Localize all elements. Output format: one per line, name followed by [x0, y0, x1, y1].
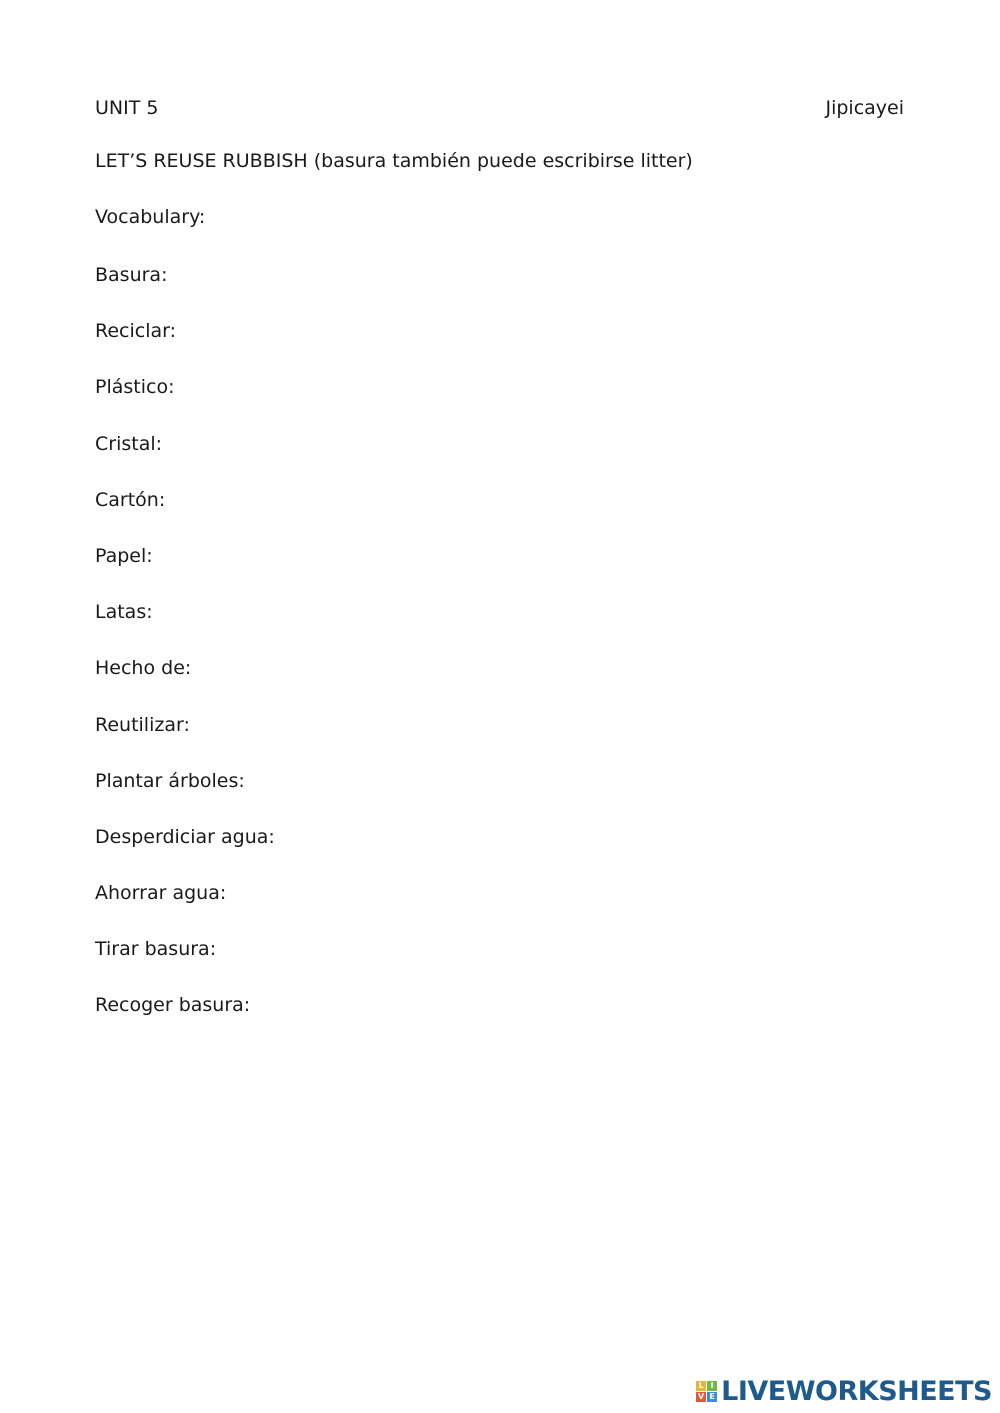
logo-mark-letter: I — [707, 1381, 717, 1391]
logo-mark-letter: E — [707, 1392, 717, 1402]
vocabulary-item: Cartón: — [95, 488, 166, 511]
vocabulary-item: Plantar árboles: — [95, 769, 245, 792]
header — [95, 97, 904, 123]
vocabulary-list — [95, 262, 275, 1049]
lesson-title: LET’S REUSE RUBBISH (basura también puede escribirse litter) — [95, 150, 693, 172]
liveworksheets-logo[interactable] — [696, 1376, 992, 1407]
vocabulary-heading: Vocabulary: — [95, 206, 206, 228]
vocabulary-item: Hecho de: — [95, 657, 192, 680]
vocabulary-item: Cristal: — [95, 432, 163, 455]
vocabulary-item: Recoger basura: — [95, 994, 251, 1017]
vocabulary-item: Reciclar: — [95, 320, 177, 343]
vocabulary-item: Tirar basura: — [95, 938, 217, 961]
logo-mark-letter: V — [698, 1392, 705, 1401]
vocabulary-item: Plástico: — [95, 376, 175, 399]
vocabulary-item: Papel: — [95, 544, 153, 567]
vocabulary-item: Reutilizar: — [95, 713, 190, 736]
logo-mark-icon — [696, 1381, 717, 1402]
unit-title: UNIT 5 — [95, 97, 159, 119]
vocabulary-item: Ahorrar agua: — [95, 882, 227, 905]
logo-mark-letter: L — [696, 1381, 706, 1391]
vocabulary-item: Desperdiciar agua: — [95, 825, 275, 848]
vocabulary-item: Basura: — [95, 264, 168, 286]
author-name: Jipicayei — [825, 97, 904, 119]
vocabulary-item: Latas: — [95, 601, 153, 624]
logo-wordmark: LIVEWORKSHEETS — [721, 1376, 992, 1407]
